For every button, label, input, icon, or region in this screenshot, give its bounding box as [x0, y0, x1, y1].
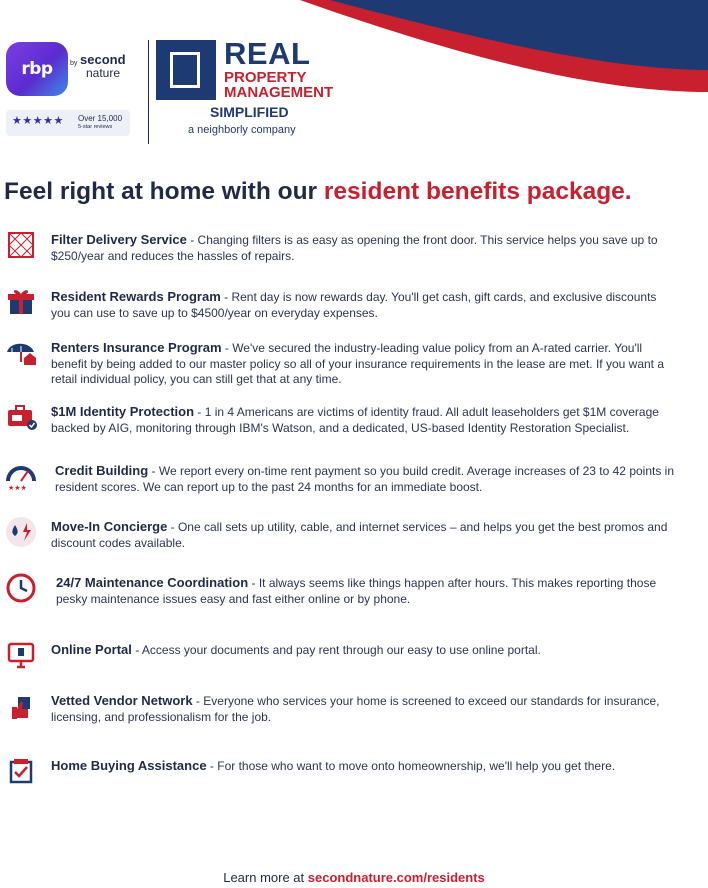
- benefit-title: Online Portal: [51, 642, 132, 657]
- benefit-desc: Rent day is now rewards day. You'll get cash, gift cards, and exclusive discounts you can use to save up to $4500/year on everyday expenses.: [51, 290, 657, 320]
- rpm-logo-property: PROPERTY: [224, 69, 307, 86]
- logo-divider: [148, 40, 149, 144]
- reviews-subtext: 5-star reviews: [78, 124, 113, 130]
- benefit-text: Online Portal - Access your documents and pay rent through our easy to use online portal.: [51, 642, 541, 657]
- benefit-text: Move-In Concierge - One call sets up utility, cable, and internet services – and helps you get the best promos and discount codes available.: [51, 519, 668, 550]
- benefit-desc: Access your documents and pay rent through our easy to use online portal.: [141, 643, 541, 657]
- second-nature-logo: [6, 42, 136, 102]
- reviews-count: Over 15,000: [78, 114, 123, 123]
- benefit-title: Vetted Vendor Network: [51, 693, 193, 708]
- svg-text:★★★: ★★★: [8, 484, 27, 492]
- benefit-text: $1M Identity Protection - 1 in 4 Americans are victims of identity fraud. All adult leaseholders get $1M coverage backed by AIG, monitoring through IBM's Watson, and a dedicated, US-based Identity Restoration Specialist.: [51, 404, 659, 435]
- benefit-text: Renters Insurance Program - We've secured the industry-leading value policy from an A-rated carrier. You'll benefit by being added to our master policy so all of your insurance requirements in the lease are met. If you want a retail individual policy, you can still get that at any time.: [51, 340, 665, 386]
- page-title: [4, 178, 704, 206]
- umbrella-house-icon: [4, 336, 38, 370]
- rbp-badge: [6, 42, 68, 96]
- rbp-badge-text: rbp: [21, 59, 53, 79]
- benefit-title: Renters Insurance Program: [51, 340, 222, 355]
- identity-briefcase-icon: [4, 400, 38, 434]
- sn-name-line1: second: [80, 52, 126, 67]
- benefit-desc: Changing filters is as easy as opening the front door. This service helps you save up to $250/year and reduces the hassles of repairs.: [51, 233, 658, 263]
- footer-prefix: Learn more at: [223, 870, 308, 885]
- benefit-title: $1M Identity Protection: [51, 404, 195, 419]
- benefit-desc: 1 in 4 Americans are victims of identity fraud. All adult leaseholders get $1M coverage backed by AIG, monitoring through IBM's Watson, and a dedicated, US-based Identity Restoration Specialist.: [51, 405, 659, 435]
- thumbs-up-icon: [4, 689, 38, 723]
- rpm-logo-simplified: SIMPLIFIED: [210, 104, 289, 120]
- rpm-logo-door-icon: [170, 52, 200, 88]
- benefit-desc: It always seems like things happen after hours. This makes reporting those pesky maintenance issues easy and fast either online or by phone.: [56, 576, 657, 606]
- gift-icon: [4, 285, 38, 319]
- benefit-text: Filter Delivery Service - Changing filters is as easy as opening the front door. This service helps you save up to $250/year and reduces the hassles of repairs.: [51, 232, 658, 263]
- benefit-title: Move-In Concierge: [51, 519, 168, 534]
- benefit-title: Filter Delivery Service: [51, 232, 187, 247]
- headline-accent: resident benefits package.: [323, 178, 632, 205]
- rpm-logo-management: MANAGEMENT: [224, 84, 334, 101]
- benefit-desc: One call sets up utility, cable, and internet services – and helps you get the best promos and discount codes available.: [51, 520, 668, 550]
- benefit-desc: We report every on-time rent payment so you build credit. Average increases of 23 to 42 points in resident scores. We can report up to the past 24 months for an immediate boost.: [55, 464, 675, 494]
- rpm-logo-tagline: a neighborly company: [188, 124, 296, 136]
- sn-name-line2: nature: [86, 66, 121, 80]
- filter-icon: [4, 228, 38, 262]
- clock-icon: [4, 571, 38, 605]
- benefit-title: Home Buying Assistance: [51, 758, 207, 773]
- benefit-title: Resident Rewards Program: [51, 289, 221, 304]
- credit-gauge-icon: [4, 459, 38, 493]
- benefit-title: 24/7 Maintenance Coordination: [56, 575, 249, 590]
- reviews-badge: [6, 110, 130, 136]
- rpm-logo-real: REAL: [224, 36, 311, 71]
- benefit-text: Resident Rewards Program - Rent day is now rewards day. You'll get cash, gift cards, and exclusive discounts you can use to save up to $4500/year on everyday expenses.: [51, 289, 657, 320]
- sn-by-text: by: [70, 60, 78, 67]
- benefit-title: Credit Building: [55, 463, 149, 478]
- benefit-text: Credit Building - We report every on-time rent payment so you build credit. Average increases of 23 to 42 points in resident scores. We can report up to the past 24 months for an immediate boost.: [55, 463, 675, 494]
- benefit-text: Vetted Vendor Network - Everyone who services your home is screened to exceed our standards for insurance, licensing, and professionalism for the job.: [51, 693, 660, 724]
- footer: [0, 870, 708, 885]
- star-rating-icon: ★★★★★: [12, 115, 64, 127]
- home-checklist-icon: [4, 754, 38, 788]
- benefit-desc: For those who want to move onto homeownership, we'll help you get there.: [217, 759, 616, 773]
- benefit-text: 24/7 Maintenance Coordination - It always seems like things happen after hours. This makes reporting those pesky maintenance issues easy and fast either online or by phone.: [56, 575, 657, 606]
- monitor-icon: [4, 638, 38, 672]
- headline-prefix: Feel right at home with our: [4, 178, 324, 205]
- benefit-desc: We've secured the industry-leading value policy from an A-rated carrier. You'll benefit by being added to our master policy so all of your insurance requirements in the lease are met. If you want a retail individual policy, you can still get that at any time.: [51, 341, 665, 386]
- benefit-text: Home Buying Assistance - For those who want to move onto homeownership, we'll help you get there.: [51, 758, 616, 773]
- utilities-icon: [4, 515, 38, 549]
- benefit-desc: Everyone who services your home is screened to exceed our standards for insurance, licensing, and professionalism for the job.: [51, 694, 660, 724]
- residents-link[interactable]: secondnature.com/residents: [307, 870, 485, 885]
